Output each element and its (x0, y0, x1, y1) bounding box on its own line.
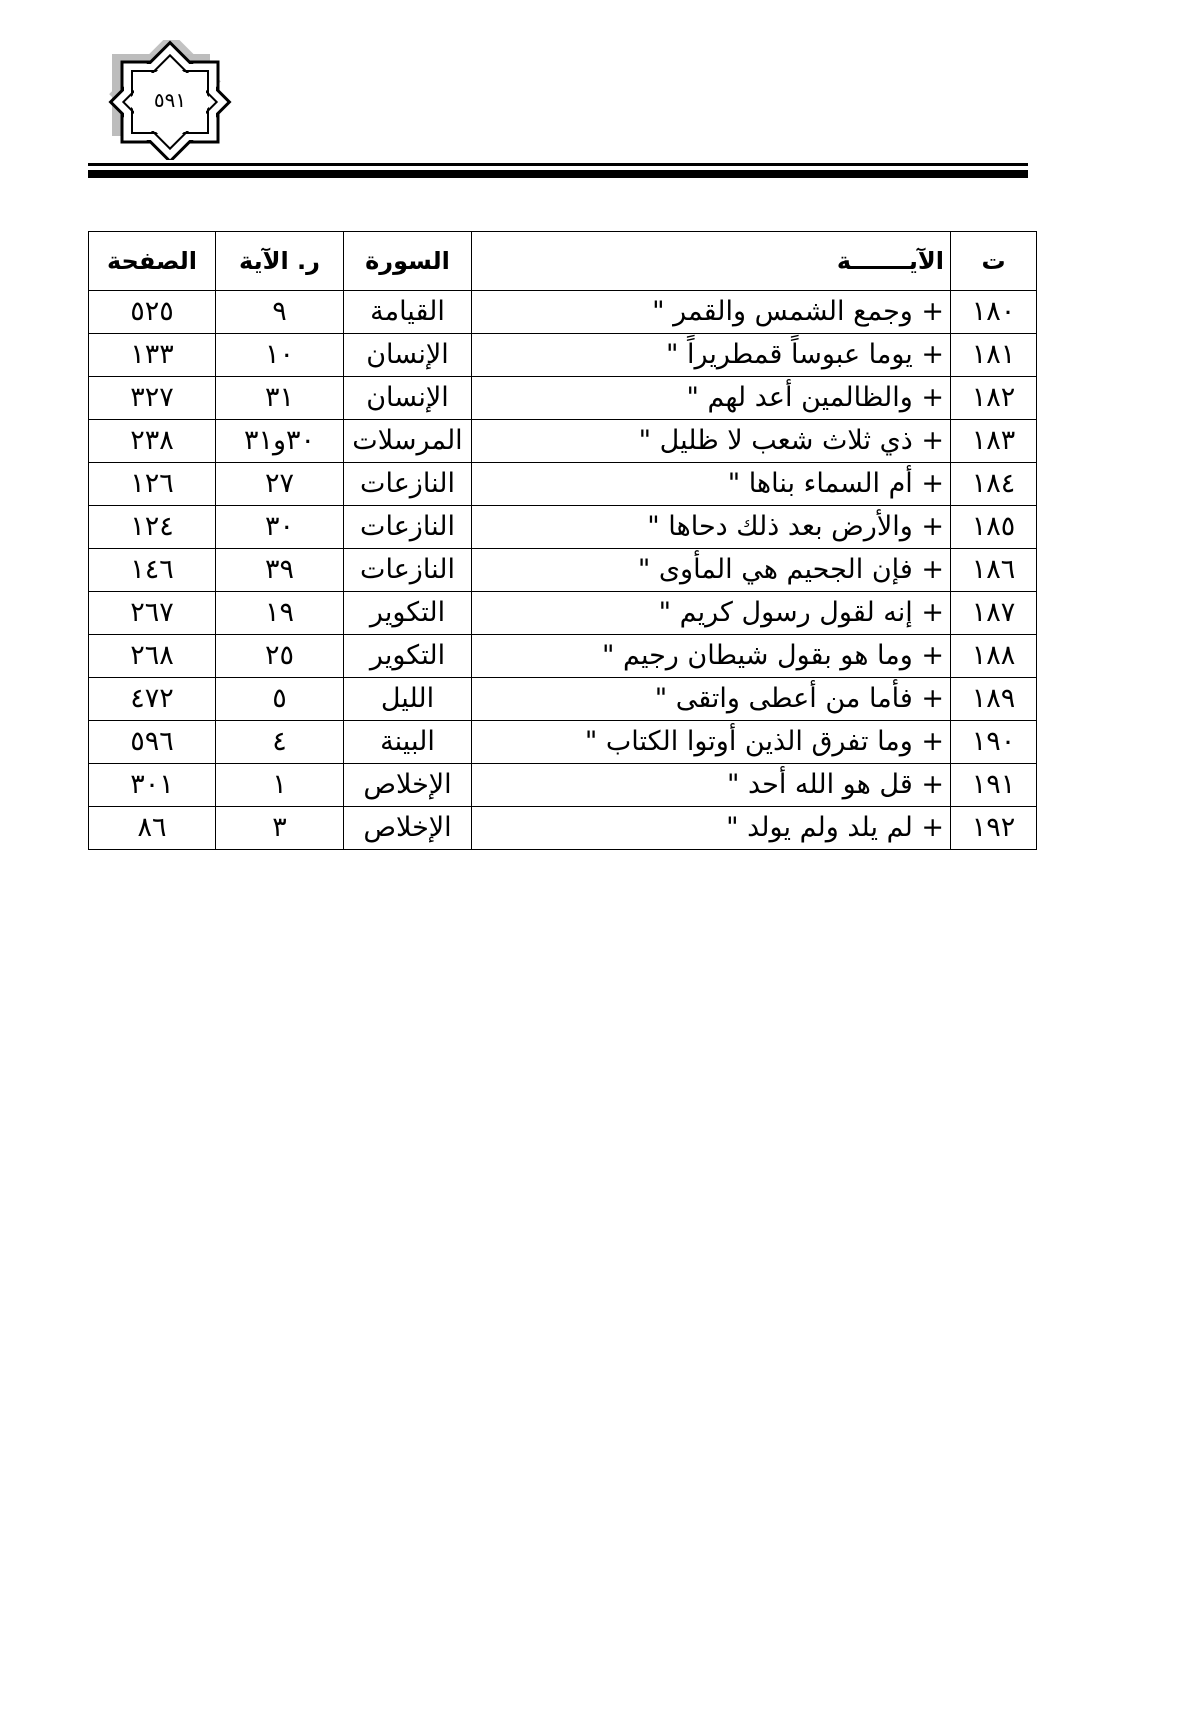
table-row (89, 291, 1037, 334)
page-reference: ٤٧٢ (89, 678, 216, 721)
ayah-text: + أم السماء بناها " (472, 463, 951, 506)
page-reference: ٣٢٧ (89, 377, 216, 420)
header-page: الصفحة (89, 232, 216, 291)
ayah-number: ٥ (216, 678, 344, 721)
page-reference: ١٢٤ (89, 506, 216, 549)
ayah-number: ١ (216, 764, 344, 807)
row-number: ١٨٣ (951, 420, 1037, 463)
row-number: ١٨٦ (951, 549, 1037, 592)
row-number: ١٩٠ (951, 721, 1037, 764)
table-header-row (89, 232, 1037, 291)
row-number: ١٨٩ (951, 678, 1037, 721)
row-number: ١٩٢ (951, 807, 1037, 850)
surah-name: النازعات (344, 463, 472, 506)
table-row (89, 506, 1037, 549)
surah-name: الإخلاص (344, 764, 472, 807)
surah-name: الإخلاص (344, 807, 472, 850)
surah-name: القيامة (344, 291, 472, 334)
header-ayah: الآيـــــــة (472, 232, 951, 291)
surah-name: النازعات (344, 549, 472, 592)
row-number: ١٨٠ (951, 291, 1037, 334)
table-row (89, 463, 1037, 506)
ayah-text: + ذي ثلاث شعب لا ظليل " (472, 420, 951, 463)
row-number: ١٨٢ (951, 377, 1037, 420)
ayah-number: ٢٧ (216, 463, 344, 506)
table-row (89, 678, 1037, 721)
ayah-number: ١٩ (216, 592, 344, 635)
table-row (89, 635, 1037, 678)
table-row (89, 764, 1037, 807)
page-reference: ١٣٣ (89, 334, 216, 377)
surah-name: التكوير (344, 592, 472, 635)
surah-name: الليل (344, 678, 472, 721)
page-reference: ٨٦ (89, 807, 216, 850)
page-reference: ٥٢٥ (89, 291, 216, 334)
row-number: ١٨١ (951, 334, 1037, 377)
page-reference: ٣٠١ (89, 764, 216, 807)
ayah-number: ٣٠ (216, 506, 344, 549)
ayah-index-table (88, 231, 1037, 850)
row-number: ١٨٥ (951, 506, 1037, 549)
page-reference: ٢٦٧ (89, 592, 216, 635)
page-reference: ٢٣٨ (89, 420, 216, 463)
page-reference: ١٢٦ (89, 463, 216, 506)
table-row (89, 592, 1037, 635)
table-row (89, 334, 1037, 377)
table-row (89, 807, 1037, 850)
header-number: ت (951, 232, 1037, 291)
ayah-text: + لم يلد ولم يولد " (472, 807, 951, 850)
ayah-number: ٣ (216, 807, 344, 850)
ayah-text: + فأما من أعطى واتقى " (472, 678, 951, 721)
surah-name: الإنسان (344, 377, 472, 420)
surah-name: الإنسان (344, 334, 472, 377)
ayah-text: + يوما عبوساً قمطريراً " (472, 334, 951, 377)
ayah-number: ٤ (216, 721, 344, 764)
surah-name: النازعات (344, 506, 472, 549)
ayah-number: ٢٥ (216, 635, 344, 678)
ayah-number: ٣٩ (216, 549, 344, 592)
header-surah: السورة (344, 232, 472, 291)
surah-name: التكوير (344, 635, 472, 678)
ayah-text: + فإن الجحيم هي المأوى " (472, 549, 951, 592)
table-row (89, 549, 1037, 592)
header-rule-thin (88, 163, 1028, 166)
ayah-text: + وجمع الشمس والقمر " (472, 291, 951, 334)
ayah-number: ٣١ (216, 377, 344, 420)
ayah-text: + والظالمين أعد لهم " (472, 377, 951, 420)
row-number: ١٨٨ (951, 635, 1037, 678)
page-reference: ٢٦٨ (89, 635, 216, 678)
ayah-text: + والأرض بعد ذلك دحاها " (472, 506, 951, 549)
ayah-text: + إنه لقول رسول كريم " (472, 592, 951, 635)
header-ayah-number: ر. الآية (216, 232, 344, 291)
table-row (89, 721, 1037, 764)
ayah-text: + وما هو بقول شيطان رجيم " (472, 635, 951, 678)
ayah-text: + قل هو الله أحد " (472, 764, 951, 807)
ayah-number: ٣٠و٣١ (216, 420, 344, 463)
table-row (89, 377, 1037, 420)
ayah-number: ١٠ (216, 334, 344, 377)
page-reference: ١٤٦ (89, 549, 216, 592)
table-row (89, 420, 1037, 463)
row-number: ١٨٧ (951, 592, 1037, 635)
page-number: ٥٩١ (153, 88, 187, 112)
page-reference: ٥٩٦ (89, 721, 216, 764)
row-number: ١٨٤ (951, 463, 1037, 506)
ayah-text: + وما تفرق الذين أوتوا الكتاب " (472, 721, 951, 764)
header-rule-thick (88, 170, 1028, 178)
surah-name: المرسلات (344, 420, 472, 463)
row-number: ١٩١ (951, 764, 1037, 807)
ayah-number: ٩ (216, 291, 344, 334)
surah-name: البينة (344, 721, 472, 764)
